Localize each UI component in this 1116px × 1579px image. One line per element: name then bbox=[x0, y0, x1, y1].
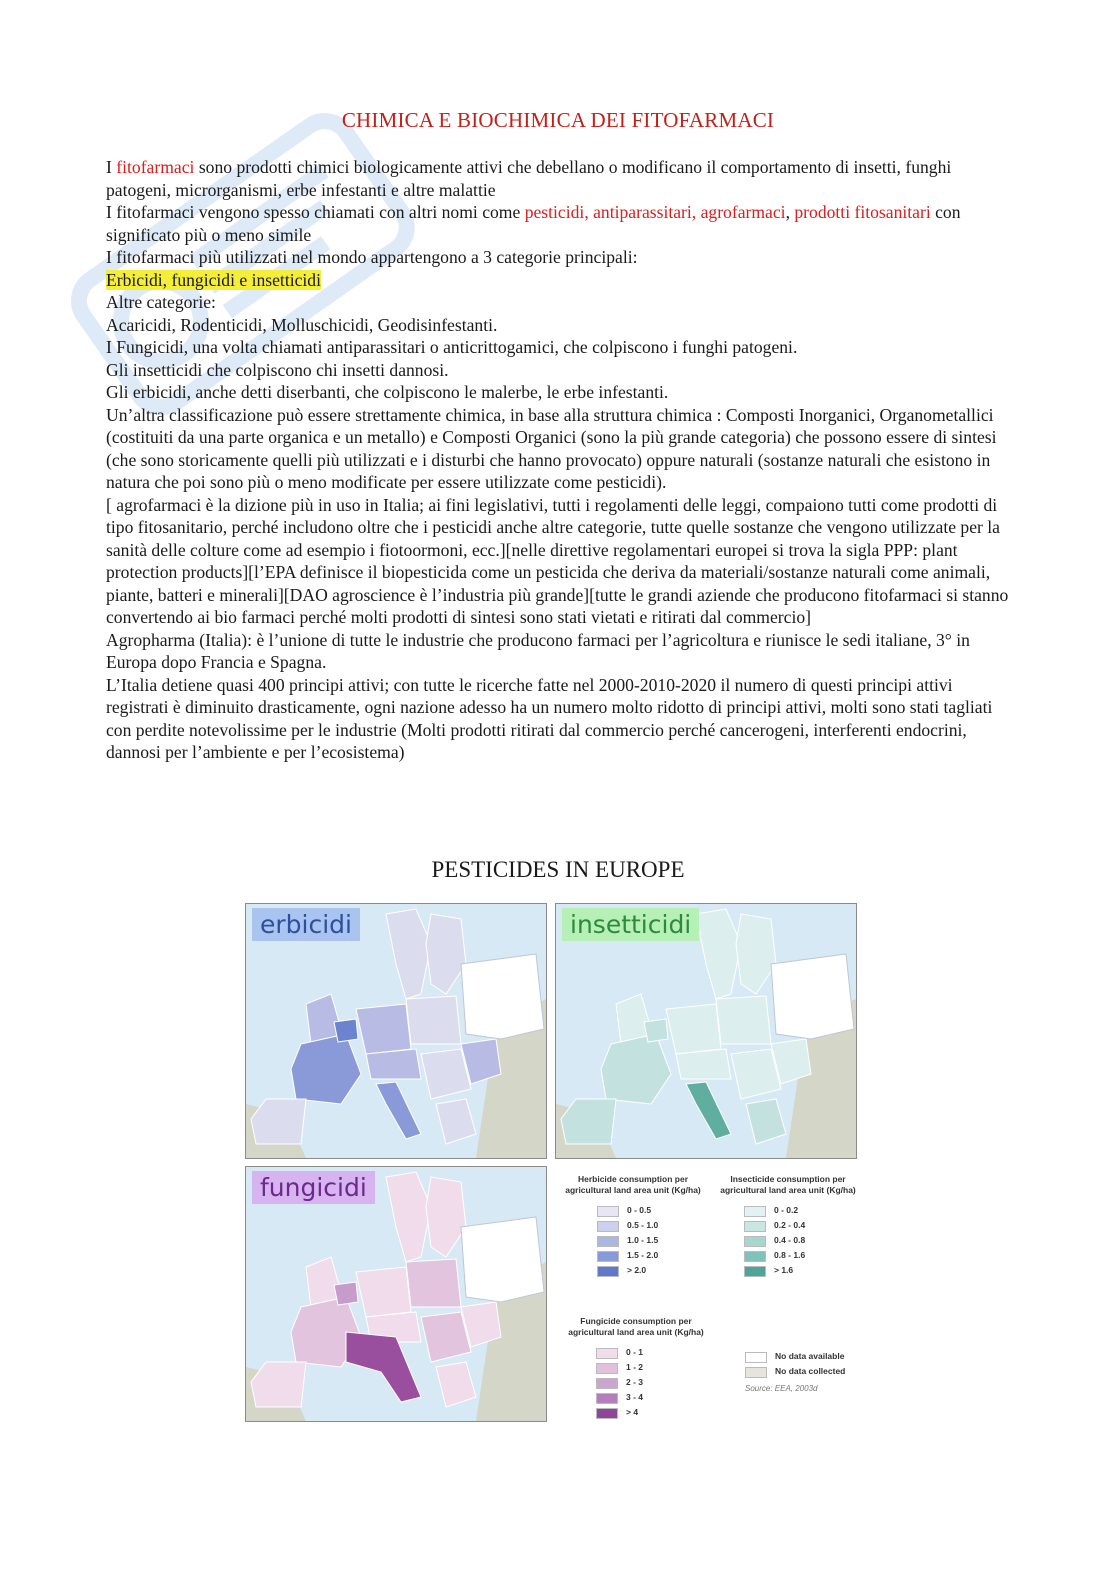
legend-label: 0.4 - 0.8 bbox=[774, 1235, 806, 1245]
legend-swatch bbox=[596, 1348, 618, 1359]
paragraph: [ agrofarmaci è la dizione più in uso in Italia; ai fini legislativi, tutti i regolamenti delle leggi, compaiono tutti come prodotti di tipo fitosanitario, perché includono oltre che i pesticidi anche altre categorie, tutte quelle sostanze che vengono utilizzate per la sanità delle colture come ad esempio i fiotoormoni, ecc.][nelle direttive regolamentari europei si trova la sigla PPP: plant protection products][l’EPA definisce il biopesticida come un pesticida che deriva da materiali/sostanze naturali come animali, piante, batteri e minerali][DAO agroscience è l’industria più grande][tutte le grandi aziende che producono fitofarmaci si stanno convertendo ai bio farmaci perché molti prodotti di sintesi sono stati vietati e ritirati dal commercio] bbox=[106, 494, 1009, 627]
highlighted-text: Erbicidi, fungicidi e insetticidi bbox=[106, 269, 321, 290]
country-region bbox=[731, 1049, 781, 1099]
legend-items bbox=[566, 1346, 706, 1421]
legend-row bbox=[745, 1350, 865, 1365]
europe-map-fungicide bbox=[246, 1167, 546, 1421]
country-region bbox=[376, 1082, 421, 1139]
country-region bbox=[716, 996, 771, 1044]
europe-map-herbicide bbox=[246, 904, 546, 1158]
legend-label: 0.2 - 0.4 bbox=[774, 1220, 806, 1230]
legend-items bbox=[718, 1204, 858, 1279]
country-region bbox=[436, 1362, 476, 1407]
legend-swatch bbox=[744, 1206, 766, 1217]
legend-swatch bbox=[744, 1221, 766, 1232]
legend-swatch bbox=[597, 1236, 619, 1247]
europe-map-insecticide bbox=[556, 904, 856, 1158]
legend-label: > 2.0 bbox=[627, 1265, 647, 1275]
insecticide-legend bbox=[718, 1174, 858, 1279]
legend-row bbox=[596, 1361, 706, 1376]
legend-swatch bbox=[744, 1236, 766, 1247]
legend-row bbox=[596, 1391, 706, 1406]
legend-swatch bbox=[744, 1251, 766, 1262]
legend-row bbox=[597, 1234, 703, 1249]
paragraph: I fitofarmaci più utilizzati nel mondo appartengono a 3 categorie principali: bbox=[106, 247, 638, 267]
legend-label: No data available bbox=[775, 1351, 845, 1361]
legend-swatch bbox=[597, 1251, 619, 1262]
herbicide-legend bbox=[563, 1174, 703, 1279]
legend-swatch bbox=[596, 1363, 618, 1374]
country-region bbox=[366, 1049, 421, 1079]
legend-swatch bbox=[596, 1408, 618, 1419]
insecticide-map-label: insetticidi bbox=[562, 908, 699, 941]
nodata-legend bbox=[745, 1350, 865, 1393]
body-text bbox=[106, 156, 1011, 764]
insecticide-map bbox=[555, 903, 857, 1159]
paragraph: I fitofarmaci vengono spesso chiamati con altri nomi come pesticidi, antiparassitari, agrofarmaci, prodotti fitosanitari con significato più o meno simile bbox=[106, 202, 961, 245]
legend-label: > 4 bbox=[626, 1407, 639, 1417]
country-region bbox=[696, 909, 741, 999]
herbicide-map-label: erbicidi bbox=[252, 908, 360, 941]
legend-row bbox=[745, 1365, 865, 1380]
country-region bbox=[426, 1177, 466, 1257]
country-region bbox=[406, 996, 461, 1044]
legend-label: 1 - 2 bbox=[626, 1362, 644, 1372]
legend-label: 0 - 0.2 bbox=[774, 1205, 799, 1215]
country-region bbox=[601, 1034, 671, 1104]
paragraph: Altre categorie: bbox=[106, 292, 216, 312]
country-region bbox=[426, 914, 466, 994]
legend-swatch bbox=[745, 1367, 767, 1378]
legend-row bbox=[596, 1406, 706, 1421]
legend-row bbox=[597, 1204, 703, 1219]
legend-title: Fungicide consumption per agricultural land area unit (Kg/ha) bbox=[568, 1316, 704, 1337]
country-region bbox=[436, 1099, 476, 1144]
country-region bbox=[666, 1004, 721, 1054]
country-region bbox=[644, 1019, 668, 1042]
legend-row bbox=[744, 1234, 858, 1249]
country-region bbox=[561, 1099, 616, 1144]
legend-swatch bbox=[596, 1378, 618, 1389]
country-region bbox=[386, 1172, 431, 1262]
page-title: CHIMICA E BIOCHIMICA DEI FITOFARMACI bbox=[341, 108, 775, 132]
legend-swatch bbox=[745, 1352, 767, 1363]
legend-row bbox=[597, 1249, 703, 1264]
legend-items bbox=[563, 1204, 703, 1279]
legend-items bbox=[745, 1350, 865, 1380]
country-region bbox=[291, 1034, 361, 1104]
paragraph: Gli insetticidi che colpiscono chi insetti dannosi. bbox=[106, 359, 449, 380]
paragraph: Agropharma (Italia): è l’unione di tutte le industrie che producono farmaci per l’agricoltura e riunisce le sedi italiane, 3° in Europa dopo Francia e Spagna. bbox=[106, 629, 970, 672]
legend-label: 1.5 - 2.0 bbox=[627, 1250, 659, 1260]
paragraph: I fitofarmaci sono prodotti chimici biologicamente attivi che debellano o modificano il comportamento di insetti, funghi patogeni, microrganismi, erbe infestanti e altre malattie bbox=[106, 157, 952, 200]
country-region bbox=[251, 1362, 306, 1407]
country-region bbox=[746, 1099, 786, 1144]
country-region bbox=[406, 1259, 461, 1307]
legend-label: > 1.6 bbox=[774, 1265, 794, 1275]
legend-row bbox=[744, 1249, 858, 1264]
country-region bbox=[356, 1267, 411, 1317]
paragraph bbox=[106, 269, 1011, 292]
country-region bbox=[676, 1049, 731, 1079]
fungicide-map-label: fungicidi bbox=[252, 1171, 375, 1204]
legend-label: No data collected bbox=[775, 1366, 846, 1376]
legend-swatch bbox=[744, 1266, 766, 1277]
legend-title: Herbicide consumption per agricultural land area unit (Kg/ha) bbox=[565, 1174, 701, 1195]
legend-label: 1.0 - 1.5 bbox=[627, 1235, 659, 1245]
keyword: pesticidi, antiparassitari, agrofarmaci bbox=[524, 202, 786, 222]
paragraph: I Fungicidi, una volta chiamati antiparassitari o anticrittogamici, che colpiscono i funghi patogeni. bbox=[106, 337, 798, 357]
paragraph: Gli erbicidi, anche detti diserbanti, che colpiscono le malerbe, le erbe infestanti. bbox=[106, 382, 669, 402]
legend-label: 3 - 4 bbox=[626, 1392, 644, 1402]
paragraph: Un’altra classificazione può essere strettamente chimica, in base alla struttura chimica : Composti Inorganici, Organometallici (costituiti da una parte organica e un metallo) e Composti Organici (sono la più grande categoria) che possono essere di sintesi (che sono storicamente quelli più utilizzati e i disturbi che hanno provocato) oppure naturali (sostanze naturali che esistono in natura che poi sono più o meno modificate per essere utilizzate come pesticidi). bbox=[106, 404, 997, 492]
legend-swatch bbox=[597, 1221, 619, 1232]
country-region bbox=[421, 1312, 471, 1362]
legend-row bbox=[596, 1346, 706, 1361]
country-region bbox=[251, 1099, 306, 1144]
legend-title: Insecticide consumption per agricultural land area unit (Kg/ha) bbox=[720, 1174, 856, 1195]
country-region bbox=[356, 1004, 411, 1054]
fungicide-legend bbox=[566, 1316, 706, 1421]
legend-row bbox=[596, 1376, 706, 1391]
legend-row bbox=[744, 1219, 858, 1234]
country-region bbox=[686, 1082, 731, 1139]
paragraph: Acaricidi, Rodenticidi, Molluschicidi, Geodisinfestanti. bbox=[106, 314, 498, 335]
country-region bbox=[334, 1019, 358, 1042]
legend-swatch bbox=[597, 1206, 619, 1217]
keyword: fitofarmaci bbox=[116, 157, 195, 177]
country-region bbox=[736, 914, 776, 994]
legend-source: Source: EEA, 2003d bbox=[745, 1384, 818, 1393]
paragraph: L’Italia detiene quasi 400 principi attivi; con tutte le ricerche fatte nel 2000-2010-2020 il numero di questi principi attivi registrati è diminuito drasticamente, ogni nazione adesso ha un numero molto ridotto di principi attivi, molti sono stati tagliati con perdite notevolissime per le industrie (Molti prodotti ritirati dal commercio perché cancerogeni, interferenti endocrini, dannosi per l’ambiente e per l’ecosistema) bbox=[106, 674, 993, 762]
legend-row bbox=[744, 1264, 858, 1279]
legend-label: 2 - 3 bbox=[626, 1377, 644, 1387]
legend-swatch bbox=[597, 1266, 619, 1277]
legend-label: 0 - 0.5 bbox=[627, 1205, 652, 1215]
legend-label: 0 - 1 bbox=[626, 1347, 644, 1357]
figure-title: PESTICIDES IN EUROPE bbox=[431, 857, 685, 882]
country-region bbox=[421, 1049, 471, 1099]
legend-label: 0.5 - 1.0 bbox=[627, 1220, 659, 1230]
legend-row bbox=[597, 1264, 703, 1279]
legend-row bbox=[744, 1204, 858, 1219]
legend-label: 0.8 - 1.6 bbox=[774, 1250, 806, 1260]
keyword: prodotti fitosanitari bbox=[794, 202, 931, 222]
legend-swatch bbox=[596, 1393, 618, 1404]
herbicide-map bbox=[245, 903, 547, 1159]
country-region bbox=[386, 909, 431, 999]
legend-row bbox=[597, 1219, 703, 1234]
fungicide-map bbox=[245, 1166, 547, 1422]
country-region bbox=[334, 1282, 358, 1305]
